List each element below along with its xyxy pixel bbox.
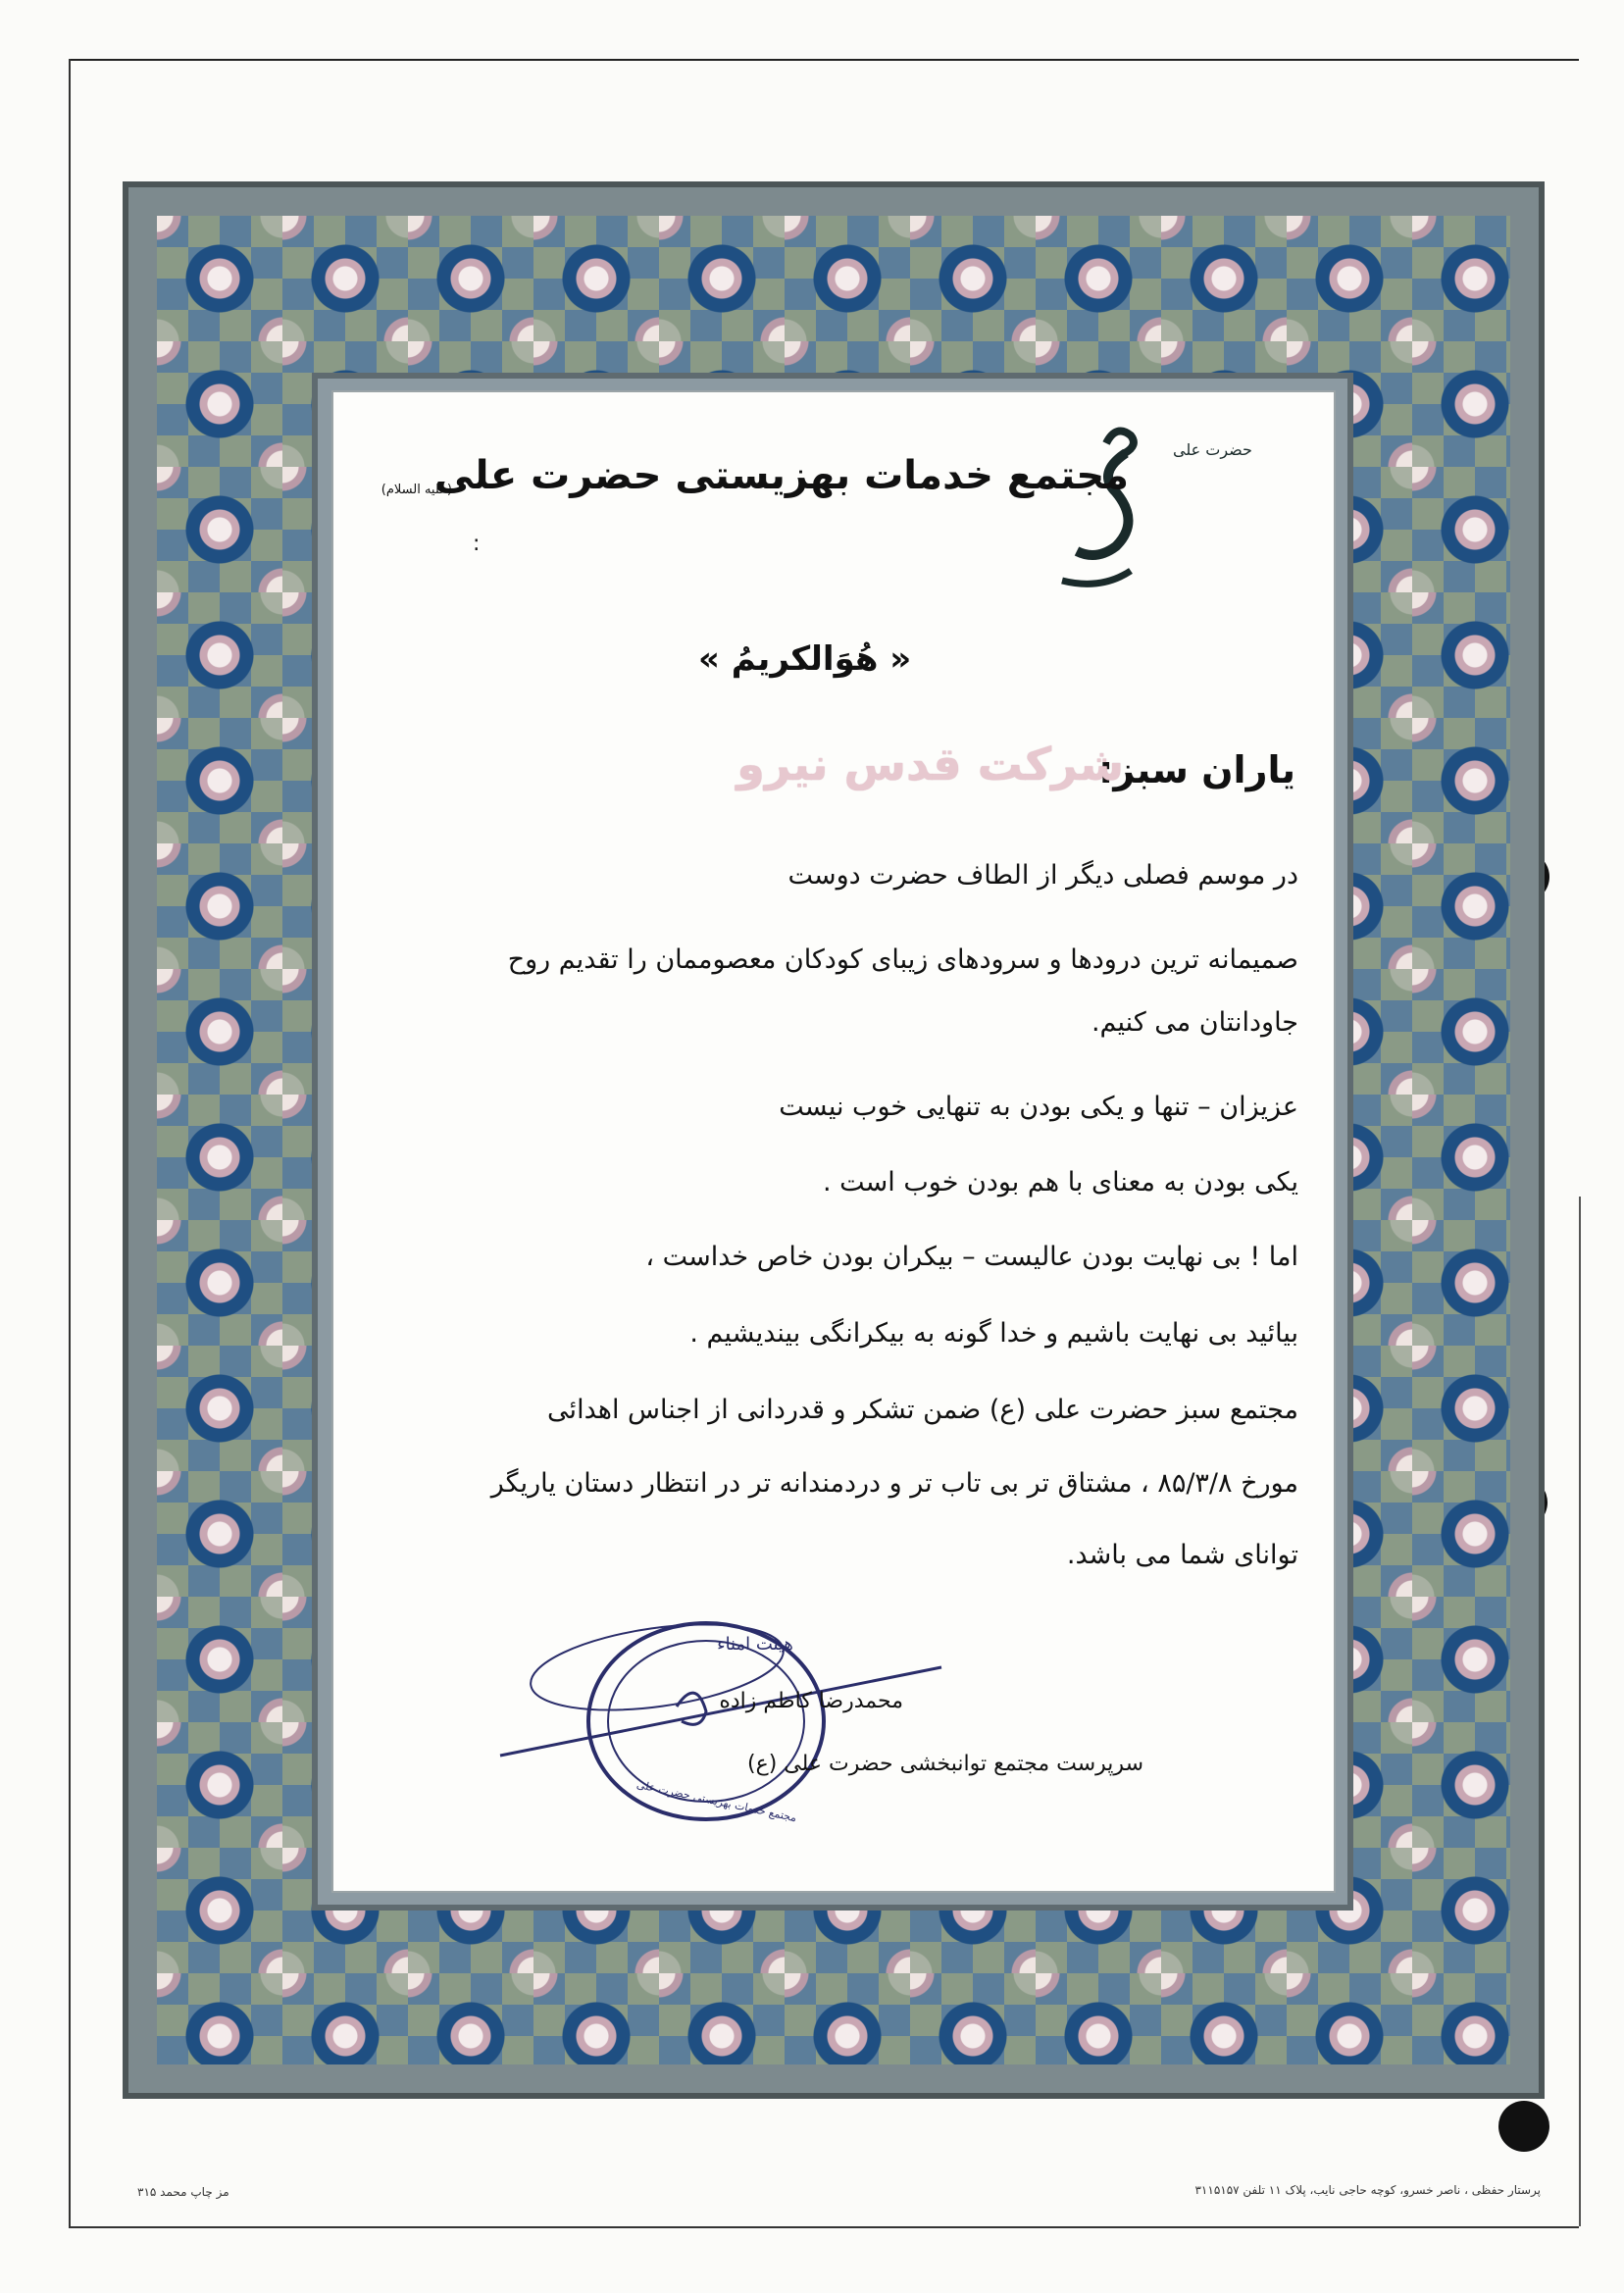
body-line: بیائید بی نهایت باشیم و خدا گونه به بیکرانگی بیندیشیم . xyxy=(689,1318,1298,1349)
organization-honorific: (علیه السلام) xyxy=(381,483,452,497)
body-line: توانای شما می باشد. xyxy=(1066,1540,1298,1570)
recipient-company-name: شرکت قدس نیرو xyxy=(736,738,1124,790)
sheet-border-bottom xyxy=(69,2226,1579,2228)
logo-text: حضرت علی xyxy=(1173,440,1252,459)
sheet-border-top xyxy=(69,59,1579,61)
signatory-title: سرپرست مجتمع توانبخشی حضرت علی (ع) xyxy=(747,1752,1143,1776)
body-line: مجتمع سبز حضرت علی (ع) ضمن تشکر و قدردانی از اجناس اهدائی xyxy=(547,1395,1298,1425)
organization-title: مجتمع خدمات بهزیستی حضرت علی xyxy=(434,453,1129,498)
colon-mark: : xyxy=(473,532,481,556)
body-line: در موسم فصلی دیگر از الطاف حضرت دوست xyxy=(787,860,1298,891)
body-line: عزیزان – تنها و یکی بودن به تنهایی خوب نیست xyxy=(779,1092,1298,1122)
body-line: جاودانتان می کنیم. xyxy=(1091,1007,1298,1038)
organization-logo-icon xyxy=(1047,404,1252,600)
seal-top-text: هیئت امناء xyxy=(717,1634,793,1655)
body-line: مورخ ۸۵/۳/۸ ، مشتاق تر بی تاب تر و دردمندانه تر در انتظار دستان یاریگر xyxy=(490,1468,1298,1499)
certificate-paper xyxy=(331,390,1336,1893)
greeting-label: یاران سبز: xyxy=(1098,748,1295,791)
sheet-border-right xyxy=(1579,1197,1581,2226)
seal-bottom-text: مجتمع خدمات بهزیستی حضرت علی xyxy=(634,1777,798,1825)
body-line: یکی بودن به معنای با هم بودن خوب است . xyxy=(822,1167,1298,1197)
punch-hole-icon xyxy=(1498,2101,1549,2152)
body-line: اما ! بی نهایت بودن عالیست – بیکران بودن خاص خداست ، xyxy=(645,1242,1298,1272)
sheet-border-left xyxy=(69,59,71,2226)
footer-address: پرستار حفظی ، ناصر خسرو، کوچه حاجی نایب، پلاک ۱۱ تلفن ۳۱۱۵۱۵۷ xyxy=(1194,2183,1541,2197)
certificate-heading: « هُوَالکریمُ » xyxy=(698,639,912,679)
printer-credit: مز چاپ محمد ۳۱۵ xyxy=(137,2185,229,2199)
body-line: صمیمانه ترین درودها و سرودهای زیبای کودکان معصوممان را تقدیم روح xyxy=(507,944,1298,975)
signatory-name: محمدرضا کاظم زاده xyxy=(719,1689,903,1713)
official-seal-icon xyxy=(530,1608,834,1854)
